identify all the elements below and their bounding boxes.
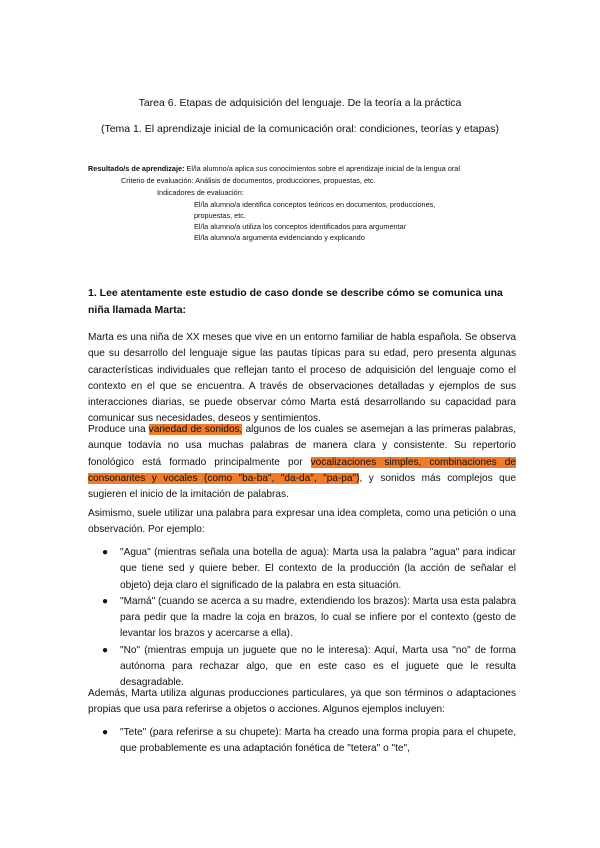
bullet-icon: ● bbox=[102, 727, 109, 738]
paragraph-productions: Además, Marta utiliza algunas producciones particulares, ya que son términos o adaptaciones propias que usa para referirse a objetos o acciones. Algunos ejemplos incluyen: bbox=[88, 688, 516, 716]
list-item-text: "No" (mientras empuja un juguete que no le interesa): Aquí, Marta usa "no" de forma autónoma para rechazar algo, que en este caso es el juguete que le resulta desagradable. bbox=[120, 644, 516, 689]
indicator-1: El/la alumno/a identifica conceptos teóricos en documentos, producciones, bbox=[194, 200, 436, 209]
paragraph-sounds-part-3: , y sonidos más complejos que sugieren el inicio de la imitación de palabras. bbox=[88, 472, 516, 501]
evaluation-indicators-label: Indicadores de evaluación: bbox=[157, 188, 244, 197]
bullet-icon: ● bbox=[102, 547, 109, 558]
indicator-2: El/la alumno/a utiliza los conceptos identificados para argumentar bbox=[194, 222, 407, 231]
evaluation-criterion: Criterio de evaluación: Análisis de documentos, producciones, propuestas, etc. bbox=[121, 176, 376, 185]
document-subtitle: (Tema 1. El aprendizaje inicial de la comunicación oral: condiciones, teorías y etapas) bbox=[100, 123, 500, 135]
question-heading: 1. Lee atentamente este estudio de caso donde se describe cómo se comunica una niña llamada Marta: bbox=[88, 287, 503, 316]
bullet-icon: ● bbox=[102, 644, 109, 656]
indicator-1-cont: propuestas, etc. bbox=[194, 211, 246, 220]
paragraph-sounds-part-2: algunos de los cuales se asemejan a las primeras palabras, aunque todavía no usa muchas palabras de manera clara y consistente. Su repertorio fonológico está formado principalmente por bbox=[88, 424, 517, 468]
list-item-text: "Agua" (mientras señala una botella de agua): Marta usa la palabra "agua" para indicar que tiene sed y quiere beber. El contexto de la producción (la acción de señalar el objeto) deja claro el significado de la palabra en esta situación. bbox=[120, 547, 516, 591]
learning-outcome-text: El/la alumno/a aplica sus conocimientos sobre el aprendizaje inicial de la lengua oral bbox=[186, 164, 460, 173]
list-item bbox=[88, 594, 516, 643]
list-item-text: "Tete" (para referirse a su chupete): Marta ha creado una forma propia para el chupete, que probablemente es una adaptación fonética de "tetera" o "te", bbox=[120, 727, 516, 755]
paragraph-intro: Marta es una niña de XX meses que vive en un entorno familiar de habla española. Se observa que su desarrollo del lenguaje sigue las pautas típicas para su edad, pero presenta algunas características individuales que reflejan tanto el proceso de adquisición del lenguaje como el contexto en el que se encuentra. A través de observaciones detalladas y ejemplos de sus interacciones diarias, se puede observar cómo Marta está desarrollando su capacidad para comunicar sus necesidades, deseos y sentimientos. bbox=[88, 332, 516, 425]
list-item bbox=[88, 545, 516, 594]
learning-outcome-label: Resultado/s de aprendizaje: bbox=[88, 164, 185, 173]
paragraph-sounds bbox=[88, 422, 516, 503]
paragraph-holophrase: Asimismo, suele utilizar una palabra para expresar una idea completa, como una petición o una observación. Por ejemplo: bbox=[88, 508, 516, 536]
highlight-variety-of-sounds: variedad de sonidos, bbox=[148, 424, 243, 435]
productions-list bbox=[88, 725, 516, 758]
highlight-vocalizations: vocalizaciones simples, combinaciones de consonantes y vocales (como "ba-ba", "da-da", "pa-pa") bbox=[88, 456, 516, 484]
learning-outcome bbox=[88, 163, 460, 174]
document-title: Tarea 6. Etapas de adquisición del lenguaje. De la teoría a la práctica bbox=[138, 97, 462, 109]
indicator-3: El/la alumno/a argumenta evidenciando y explicando bbox=[194, 233, 365, 242]
list-item bbox=[88, 725, 516, 758]
list-item-text: "Mamá" (cuando se acerca a su madre, extendiendo los brazos): Marta usa esta palabra para pedir que la madre la coja en brazos, lo cual se infiere por el contexto (gesto de levantar los brazos y acercarse a ella). bbox=[120, 595, 516, 640]
list-item bbox=[88, 643, 516, 692]
bullet-icon: ● bbox=[102, 595, 109, 607]
examples-list bbox=[88, 545, 516, 692]
paragraph-sounds-part-1: Produce una bbox=[88, 424, 149, 435]
